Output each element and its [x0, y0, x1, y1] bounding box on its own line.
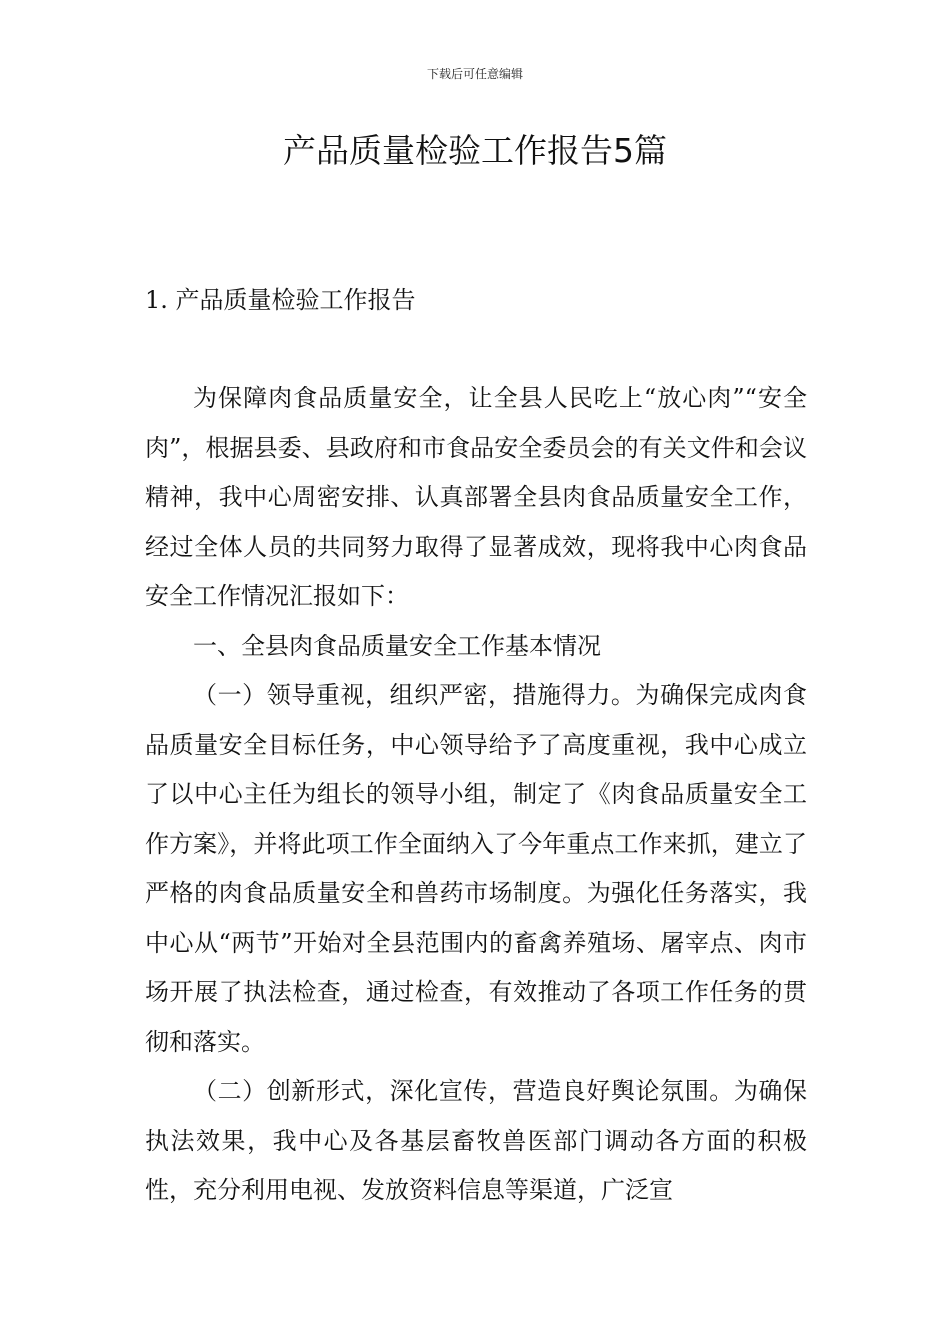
header-note: 下载后可任意编辑 [426, 67, 523, 81]
section-heading: 1. 产品质量检验工作报告 [145, 286, 416, 314]
paragraph-intro: 为保障肉食品质量安全，让全县人民吃上“放心肉”“安全肉”，根据县委、县政府和市食品安全委员会的有关文件和会议精神，我中心周密安排、认真部署全县肉食品质量安全工作，经过全体人员的共同努力取得了显著成效，现将我中心肉食品安全工作情况汇报如下： [145, 384, 807, 610]
document-title: 产品质量检验工作报告5篇 [283, 131, 667, 170]
paragraph-heading-one: 一、全县肉食品质量安全工作基本情况 [193, 631, 601, 660]
paragraph-publicity: （二）创新形式，深化宣传，营造良好舆论氛围。为确保执法效果，我中心及各基层畜牧兽医部门调动各方面的积极性，充分利用电视、发放资料信息等渠道，广泛宣 [145, 1077, 807, 1204]
paragraph-leadership: （一）领导重视，组织严密，措施得力。为确保完成肉食品质量安全目标任务，中心领导给予了高度重视，我中心成立了以中心主任为组长的领导小组，制定了《肉食品质量安全工作方案》，并将此项工作全面纳入了今年重点工作来抓，建立了严格的肉食品质量安全和兽药市场制度。为强化任务落实，我中心从“两节”开始对全县范围内的畜禽养殖场、屠宰点、肉市场开展了执法检查，通过检查，有效推动了各项工作任务的贯彻和落实。 [145, 681, 807, 1056]
body-text [145, 374, 807, 1216]
